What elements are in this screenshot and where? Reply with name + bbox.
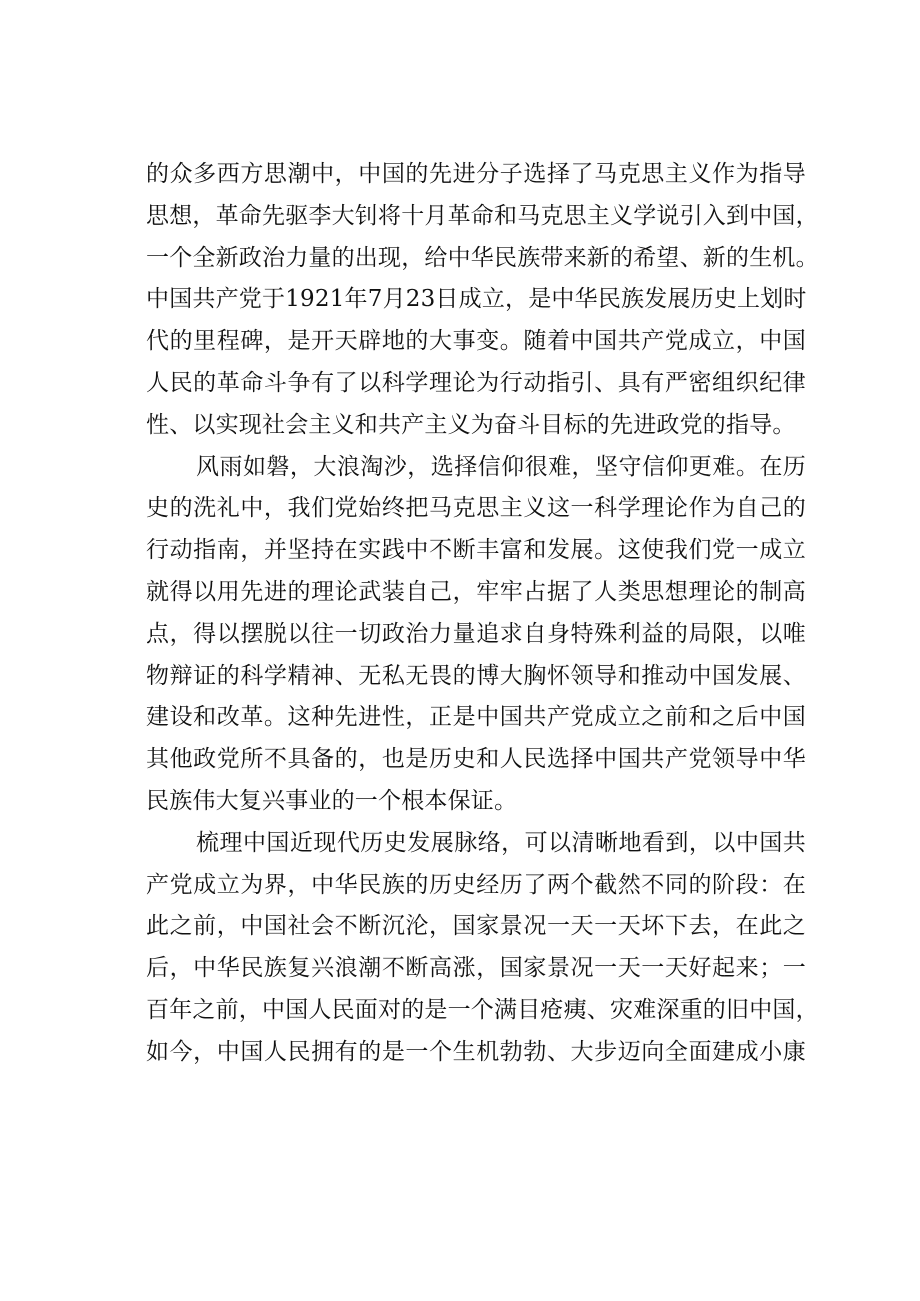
text-line: 百年之前，中国人民面对的是一个满目疮痍、灾难深重的旧中国，: [146, 996, 819, 1023]
text-line: 代的里程碑，是开天辟地的大事变。随着中国共产党成立，中国: [146, 328, 806, 355]
text-line: 人民的革命斗争有了以科学理论为行动指引、具有严密组织纪律: [146, 369, 806, 396]
text-line: 建设和改革。这种先进性，正是中国共产党成立之前和之后中国: [146, 704, 806, 731]
text-line: 史的洗礼中，我们党始终把马克思主义这一科学理论作为自己的: [146, 495, 806, 522]
text-line: 点，得以摆脱以往一切政治力量追求自身特殊利益的局限，以唯: [146, 620, 806, 647]
text-line: 此之前，中国社会不断沉沦，国家景况一天一天坏下去，在此之: [146, 913, 806, 940]
text-line: 风雨如磐，大浪淘沙，选择信仰很难，坚守信仰更难。在历: [196, 453, 806, 480]
text-line: 民族伟大复兴事业的一个根本保证。: [146, 787, 518, 814]
text-line: 思想，革命先驱李大钊将十月革命和马克思主义学说引入到中国，: [146, 202, 819, 229]
text-line: 物辩证的科学精神、无私无畏的博大胸怀领导和推动中国发展、: [146, 662, 806, 689]
text-line: 行动指南，并坚持在实践中不断丰富和发展。这使我们党一成立: [146, 537, 806, 564]
text-line: 产党成立为界，中华民族的历史经历了两个截然不同的阶段：在: [146, 871, 806, 898]
text-line: 性、以实现社会主义和共产主义为奋斗目标的先进政党的指导。: [146, 411, 796, 438]
text-line: 一个全新政治力量的出现，给中华民族带来新的希望、新的生机。: [146, 244, 819, 271]
text-line: 后，中华民族复兴浪潮不断高涨，国家景况一天一天好起来；一: [146, 955, 806, 982]
paragraph-3: [146, 823, 819, 1074]
text-line: 就得以用先进的理论武装自己，牢牢占据了人类思想理论的制高: [146, 578, 806, 605]
text-line: 梳理中国近现代历史发展脉络，可以清晰地看到，以中国共: [196, 829, 806, 856]
text-line: 的众多西方思潮中，中国的先进分子选择了马克思主义作为指导: [146, 161, 806, 187]
text-line: 如今，中国人民拥有的是一个生机勃勃、大步迈向全面建成小康: [146, 1038, 806, 1065]
paragraph-1: [146, 154, 819, 447]
body-text: [146, 154, 819, 1074]
text-line: 中国共产党于1921年7月23日成立，是中华民族发展历史上划时: [146, 286, 807, 313]
text-line: 其他政党所不具备的，也是历史和人民选择中国共产党领导中华: [146, 746, 806, 773]
paragraph-2: [146, 447, 806, 823]
